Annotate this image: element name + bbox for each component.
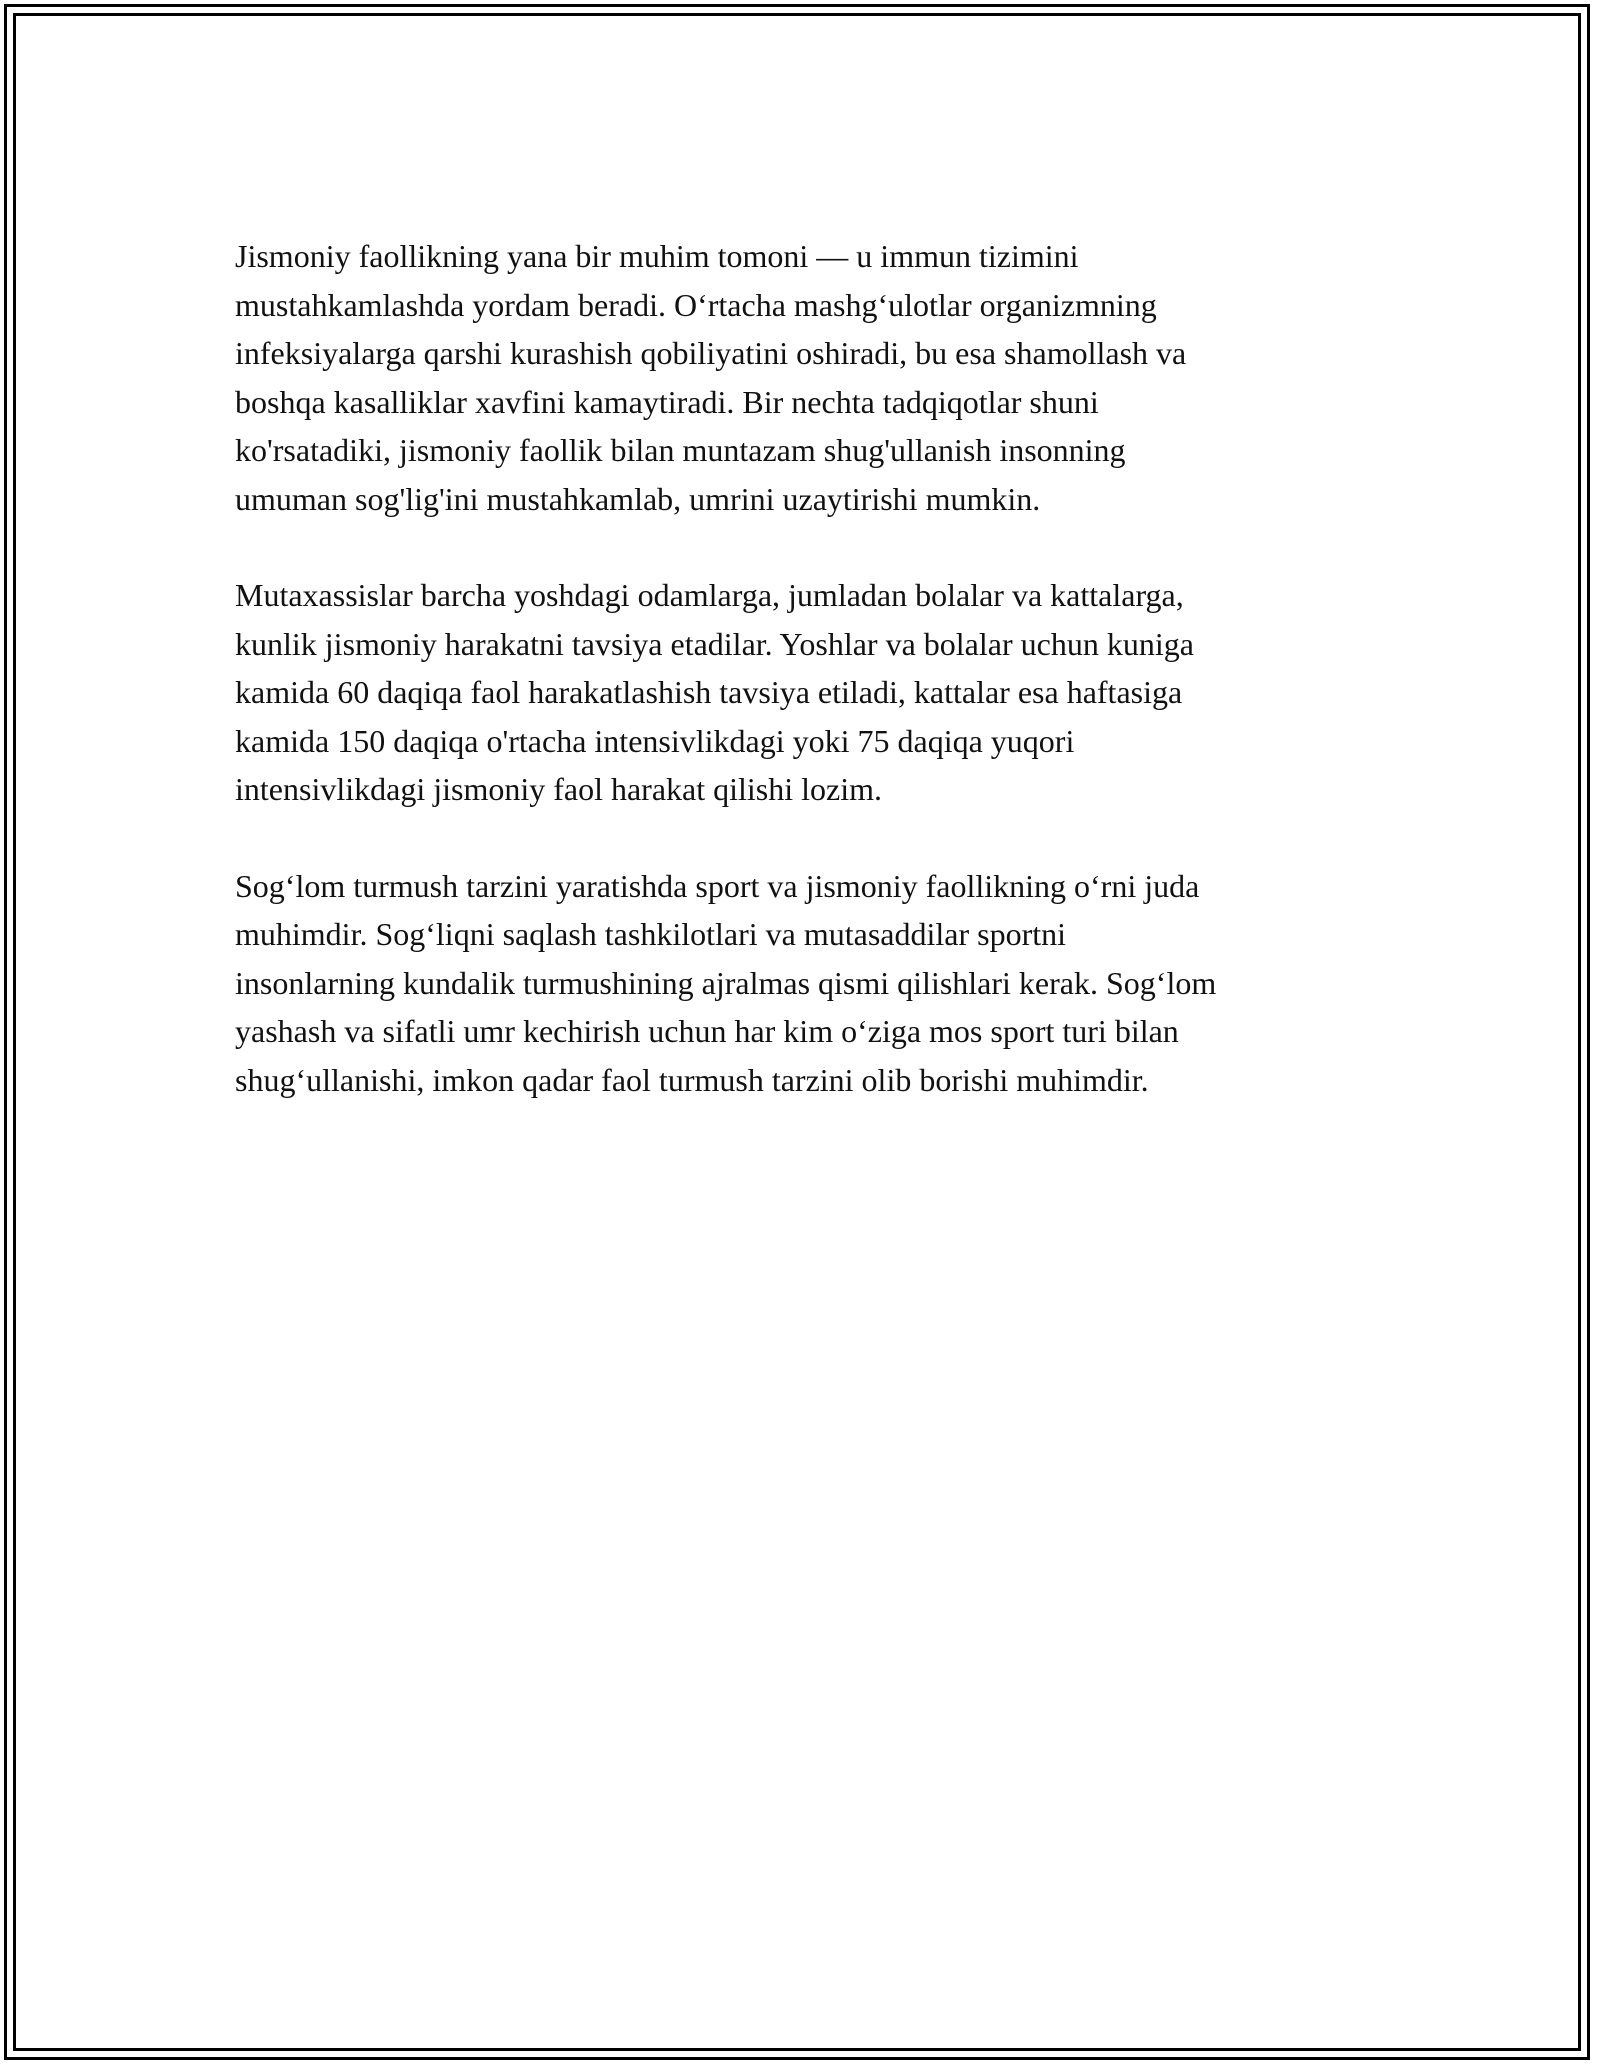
text-line: intensivlikdagi jismoniy faol harakat qilishi lozim. bbox=[235, 771, 883, 807]
text-line: kamida 150 daqiqa o'rtacha intensivlikdagi yoki 75 daqiqa yuqori bbox=[235, 722, 1075, 759]
text-line: Jismoniy faollikning yana bir muhim tomoni — u immun tizimini bbox=[235, 238, 1079, 274]
text-line: boshqa kasalliklar xavfini kamaytiradi. Bir nechta tadqiqotlar shuni bbox=[235, 383, 1099, 420]
text-line: ko'rsatadiki, jismoniy faollik bilan muntazam shug'ullanish insonning bbox=[235, 432, 1126, 468]
document-body bbox=[235, 232, 1385, 1152]
text-line: mustahkamlashda yordam beradi. O‘rtacha mashg‘ulotlar organizmning bbox=[235, 286, 1157, 323]
text-line: infeksiyalarga qarshi kurashish qobiliyatini oshiradi, bu esa shamollash va bbox=[235, 335, 1187, 371]
paragraph-immune-system bbox=[235, 232, 1385, 523]
text-line: umuman sog'lig'ini mustahkamlab, umrini uzaytirishi mumkin. bbox=[235, 480, 1041, 517]
text-line: yashash va sifatli umr kechirish uchun har kim o‘ziga mos sport turi bilan bbox=[235, 1013, 1179, 1049]
paragraph-healthy-lifestyle bbox=[235, 862, 1385, 1105]
text-line: muhimdir. Sog‘liqni saqlash tashkilotlari va mutasaddilar sportni bbox=[235, 916, 1067, 952]
text-line: kunlik jismoniy harakatni tavsiya etadilar. Yoshlar va bolalar uchun kuniga bbox=[235, 625, 1194, 662]
text-line: insonlarning kundalik turmushining ajralmas qismi qilishlari kerak. Sog‘lom bbox=[235, 964, 1217, 1001]
text-line: Mutaxassislar barcha yoshdagi odamlarga, jumladan bolalar va kattalarga, bbox=[235, 577, 1184, 613]
text-line: kamida 60 daqiqa faol harakatlashish tavsiya etiladi, kattalar esa haftasiga bbox=[235, 674, 1183, 710]
text-line: shug‘ullanishi, imkon qadar faol turmush tarzini olib borishi muhimdir. bbox=[235, 1061, 1149, 1098]
paragraph-recommendations bbox=[235, 571, 1385, 814]
text-line: Sog‘lom turmush tarzini yaratishda sport va jismoniy faollikning o‘rni juda bbox=[235, 867, 1200, 904]
